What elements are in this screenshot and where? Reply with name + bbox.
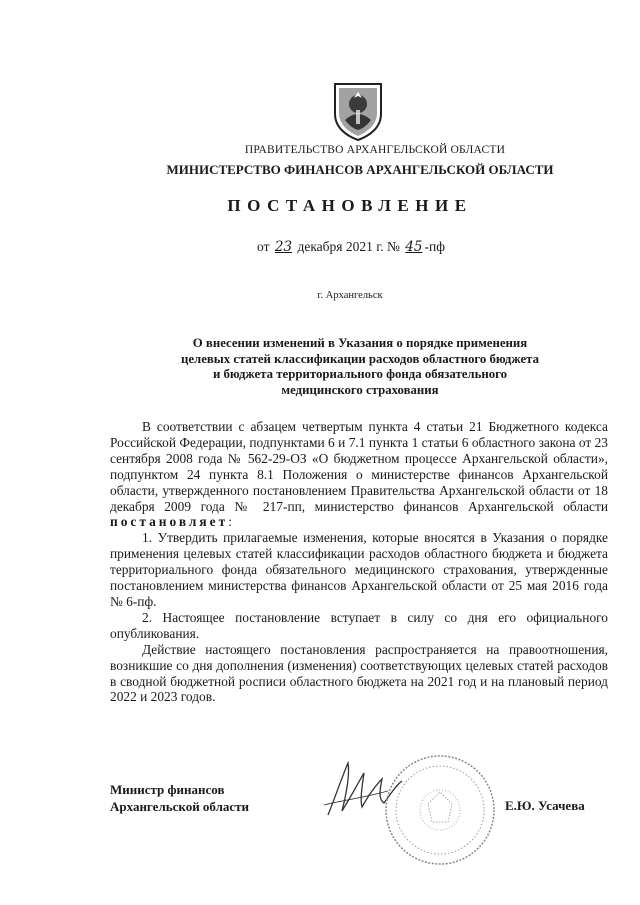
document-subject (140, 336, 580, 398)
item-paragraph: Действие настоящего постановления распространяется на правоотношения, возникшие со дня дополнения (изменения) соответствующих целевых статей расходов в сводной бюджетной росписи областного бюджета на 2021 год и на плановый период 2022 и 2023 годов. (110, 641, 608, 705)
date-prefix: от (257, 239, 270, 254)
signatory-position (110, 781, 249, 815)
document-dateline (0, 239, 640, 255)
government-heading: ПРАВИТЕЛЬСТВО АРХАНГЕЛЬСКОЙ ОБЛАСТИ (244, 144, 506, 156)
date-day: 23 (274, 239, 293, 255)
resolves-word: постановляет (110, 514, 229, 530)
subject-line: медицинского страхования (281, 382, 439, 397)
signatory-position-line: Архангельской области (110, 799, 250, 814)
preamble-text: В соответствии с абзацем четвертым пункта 4 статьи 21 Бюджетного кодекса Российской Федерации, подпунктами 6 и 7.1 пункта 1 статьи 6 областного закона от 23 сентября 2008 года № 562-29-ОЗ «О бюджетном процессе Архангельской области», подпунктом 24 пункта 8.1 Положения о министерстве финансов Архангельской области, утвержденного постановлением Правительства Архангельской области от 18 декабря 2009 года № 217-пп, министерство финансов Архангельской области (110, 419, 608, 514)
document-body (110, 419, 608, 705)
city-line: г. Архангельск (317, 290, 383, 301)
subject-line: целевых статей классификации расходов областного бюджета (180, 351, 539, 366)
subject-line: О внесении изменений в Указания о порядке применения (192, 336, 528, 350)
preamble-paragraph (110, 419, 608, 530)
resolves-colon: : (228, 514, 232, 530)
signatory-position-line: Министр финансов (110, 782, 225, 797)
document-number: 45 (405, 239, 423, 255)
signatory-name: Е.Ю. Усачева (505, 798, 585, 813)
coat-of-arms-icon (331, 80, 385, 142)
item-paragraph: 2. Настоящее постановление вступает в силу со дня его официального опубликования. (110, 609, 608, 641)
ministry-heading: МИНИСТЕРСТВО ФИНАНСОВ АРХАНГЕЛЬСКОЙ ОБЛАСТИ (166, 162, 554, 177)
item-paragraph: 1. Утвердить прилагаемые изменения, которые вносятся в Указания о порядке применения целевых статей классификации расходов областного бюджета и бюджета территориального фонда обязательного медицинского страхования, утвержденные постановлением министерства финансов Архангельской области от 25 мая 2016 года № 6-пф. (110, 530, 608, 609)
date-rest: декабря 2021 г. № (297, 239, 400, 254)
document-title: ПОСТАНОВЛЕНИЕ (227, 196, 473, 215)
document-number-suffix: -пф (424, 239, 445, 254)
subject-line: и бюджета территориального фонда обязательного (212, 367, 508, 381)
official-seal-icon (382, 752, 498, 868)
